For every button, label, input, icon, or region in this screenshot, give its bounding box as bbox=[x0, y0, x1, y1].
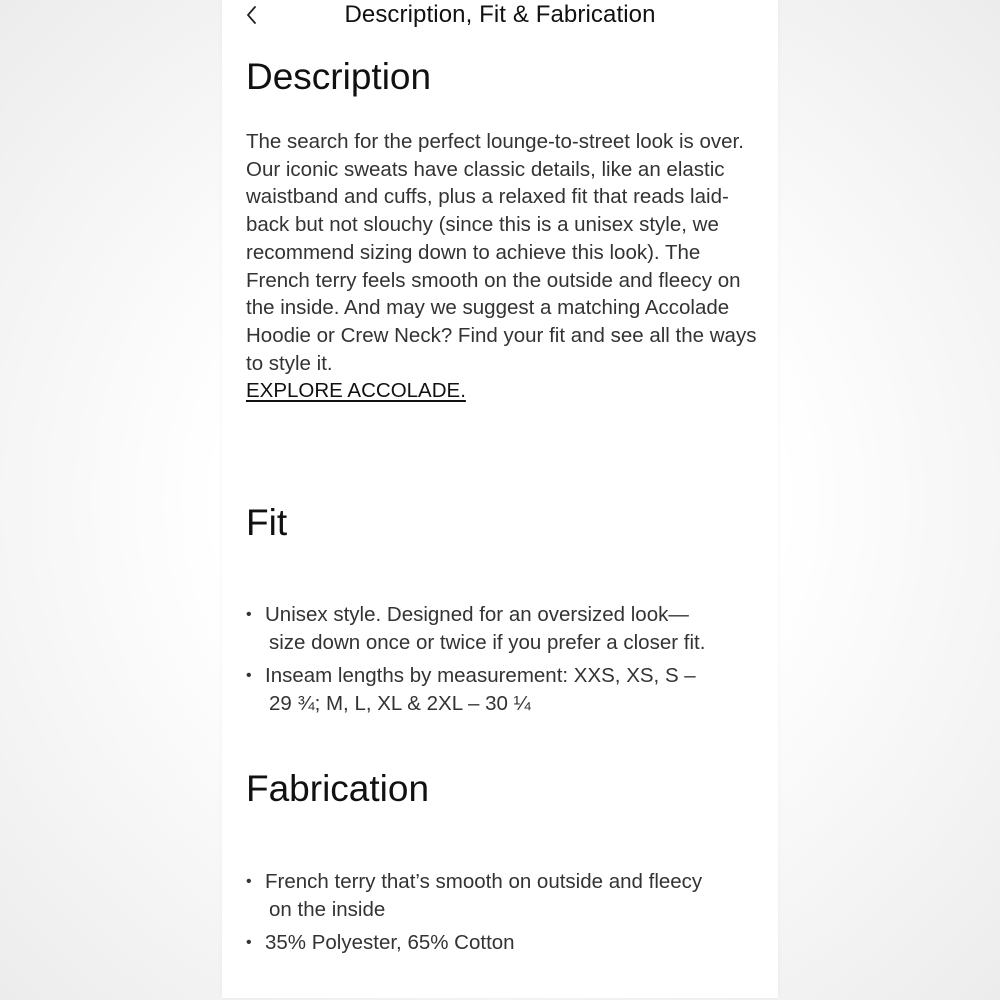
description-text: The search for the perfect lounge-to-street look is over. Our iconic sweats have classic details, like an elastic waistband and cuffs, plus a relaxed fit that reads laid-back but not slouchy (since this is a unisex style, we recommend sizing down to achieve this look). The French terry feels smooth on the outside and fleecy on the inside. And may we suggest a matching Accolade Hoodie or Crew Neck? Find your fit and see all the ways to style it. bbox=[246, 130, 757, 375]
fabrication-list bbox=[246, 868, 761, 963]
list-item-text: Unisex style. Designed for an oversized look— bbox=[265, 603, 689, 626]
phone-screen bbox=[222, 0, 778, 998]
fabrication-heading: Fabrication bbox=[246, 768, 430, 809]
fit-list bbox=[246, 601, 761, 724]
list-item bbox=[246, 929, 761, 957]
list-item-text: Inseam lengths by measurement: XXS, XS, S – bbox=[265, 664, 696, 688]
navigation-bar bbox=[222, 0, 778, 30]
list-item bbox=[246, 601, 761, 656]
description-body bbox=[246, 128, 761, 405]
list-item bbox=[246, 868, 761, 923]
list-item-text: 35% Polyester, 65% Cotton bbox=[265, 931, 515, 955]
bullet-icon: • bbox=[246, 873, 252, 890]
list-item-text: size down once or twice if you prefer a closer fit. bbox=[269, 630, 706, 654]
list-item-text: French terry that’s smooth on outside and fleecy bbox=[265, 870, 703, 893]
page-title: Description, Fit & Fabrication bbox=[344, 1, 656, 28]
explore-accolade-link[interactable]: EXPLORE ACCOLADE. bbox=[246, 379, 466, 403]
bullet-icon: • bbox=[246, 606, 252, 623]
list-item bbox=[246, 662, 761, 717]
list-item-text: 29 ¾; M, L, XL & 2XL – 30 ¼ bbox=[269, 692, 531, 716]
list-item-text: on the inside bbox=[269, 897, 386, 921]
fit-heading: Fit bbox=[246, 502, 288, 543]
chevron-left-icon[interactable] bbox=[242, 3, 262, 27]
bullet-icon: • bbox=[246, 934, 252, 952]
description-heading: Description bbox=[246, 56, 432, 97]
bullet-icon: • bbox=[246, 667, 252, 685]
